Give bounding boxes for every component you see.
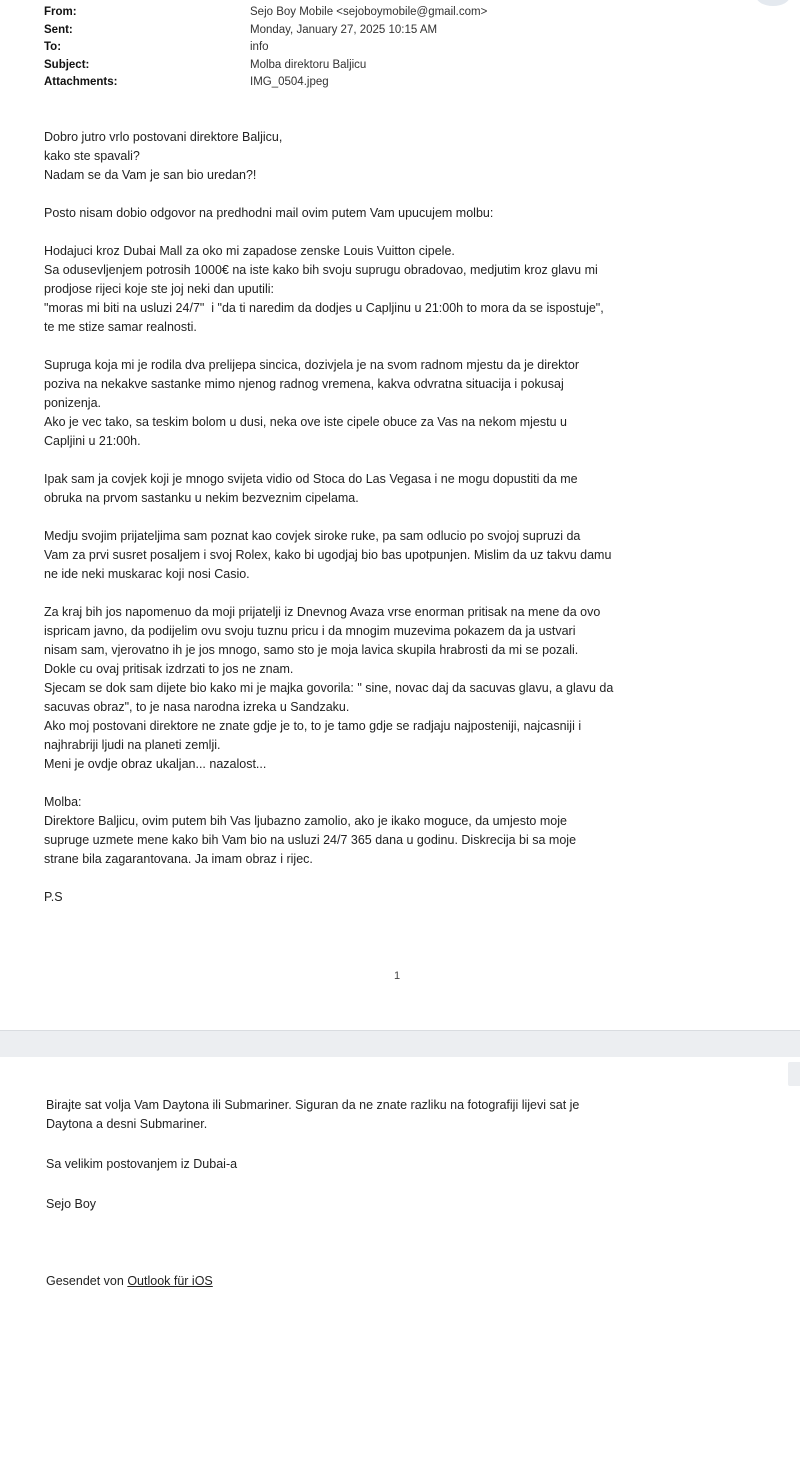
text-line: prodjose rijeci koje ste joj neki dan uputili:	[44, 282, 274, 296]
sent-value: Monday, January 27, 2025 10:15 AM	[250, 23, 438, 36]
paragraph-pressure	[44, 603, 734, 774]
to-value: info	[250, 41, 269, 53]
paragraph-request	[44, 793, 734, 869]
text-line: Ako moj postovani direktore ne znate gdje je to, to je tamo gdje se radjaju najposteniji, najcasniji i	[44, 719, 582, 733]
text-line: Ipak sam ja covjek koji je mnogo svijeta vidio od Stoca do Las Vegasa i ne mogu dopustiti da me	[44, 472, 578, 486]
email-body-page-1	[44, 128, 734, 926]
scroll-handle[interactable]	[788, 1062, 800, 1086]
header-subject-row	[44, 57, 744, 75]
text-line: Hodajuci kroz Dubai Mall za oko mi zapadose zenske Louis Vuitton cipele.	[44, 244, 455, 258]
from-value: Sejo Boy Mobile <sejoboymobile@gmail.com>	[250, 6, 488, 18]
text-line: Capljini u 21:00h.	[44, 434, 141, 448]
attachments-label: Attachments:	[44, 76, 118, 88]
text-line: Dokle cu ovaj pritisak izdrzati to jos ne znam.	[44, 662, 294, 676]
corner-decoration	[756, 0, 790, 6]
signature-name: Sejo Boy	[46, 1197, 97, 1211]
text-line: Supruga koja mi je rodila dva prelijepa sincica, dozivjela je na svom radnom mjestu da je direktor	[44, 358, 579, 372]
paragraph-regards: Sa velikim postovanjem iz Dubai-a	[46, 1157, 238, 1171]
text-line: Vam za prvi susret posaljem i svoj Rolex, kako bi ugodjaj bio bas upotpunjen. Mislim da uz takvu damu	[44, 548, 612, 562]
text-line: poziva na nekakve sastanke mimo njenog radnog vremena, kakva odvratna situacija i pokusaj	[44, 377, 564, 391]
text-line: Birajte sat volja Vam Daytona ili Submariner. Siguran da ne znate razliku na fotografiji lijevi sat je	[46, 1098, 580, 1112]
text-line: supruge uzmete mene kako bih Vam bio na usluzi 24/7 365 dana u godinu. Diskrecija bi sa moje	[44, 833, 577, 847]
paragraph-wife	[44, 356, 734, 451]
to-label: To:	[44, 41, 62, 53]
text-line: najhrabriji ljudi na planeti zemlji.	[44, 738, 221, 752]
header-from-row	[44, 4, 744, 22]
text-line: Za kraj bih jos napomenuo da moji prijatelji iz Dnevnog Avaza vrse enorman pritisak na mene da ovo	[44, 605, 601, 619]
text-line: ispricam javno, da podijelim ovu svoju tuznu pricu i da mnogim muzevima pokazem da ja ustvari	[44, 624, 576, 638]
subject-value: Molba direktoru Baljicu	[250, 58, 367, 71]
text-line: strane bila zagarantovana. Ja imam obraz i rijec.	[44, 852, 313, 866]
postscript-label: P.S	[44, 890, 63, 904]
page-divider	[0, 1030, 800, 1057]
from-label: From:	[44, 6, 77, 18]
paragraph-dubai-mall	[44, 242, 734, 337]
text-line: nisam sam, vjerovatno ih je jos mnogo, samo sto je moja lavica skupila hrabrosti da mi se pozali.	[44, 643, 579, 657]
text-line: sacuvas obraz", to je nasa narodna izreka u Sandzaku.	[44, 700, 350, 714]
text-line: Ako je vec tako, sa teskim bolom u dusi, neka ove iste cipele obuce za Vas na nekom mjestu u	[44, 415, 567, 429]
text-line: obruka na prvom sastanku u nekim bezveznim cipelama.	[44, 491, 359, 505]
text-line: Direktore Baljicu, ovim putem bih Vas ljubazno zamolio, ako je ikako moguce, da umjesto moje	[44, 814, 567, 828]
text-line: Nadam se da Vam je san bio uredan?!	[44, 168, 257, 182]
outlook-ios-link[interactable]: Outlook für iOS	[127, 1274, 213, 1288]
header-sent-row	[44, 22, 744, 40]
attachment-file[interactable]: IMG_0504.jpeg	[250, 76, 329, 88]
header-to-row	[44, 39, 744, 57]
email-body-page-2	[46, 1096, 736, 1312]
text-line: Molba:	[44, 795, 82, 809]
paragraph-rolex	[44, 527, 734, 584]
footer-prefix: Gesendet von	[46, 1274, 128, 1288]
text-line: Dobro jutro vrlo postovani direktore Baljicu,	[44, 130, 283, 144]
paragraph-greeting	[44, 128, 734, 185]
paragraph-world	[44, 470, 734, 508]
header-attachments-row	[44, 74, 744, 92]
sent-from-footer	[46, 1272, 736, 1291]
paragraph-watch-choice	[46, 1096, 736, 1134]
paragraph-intro	[44, 204, 734, 223]
text-line: ne ide neki muskarac koji nosi Casio.	[44, 567, 250, 581]
text-line: "moras mi biti na usluzi 24/7" i "da ti naredim da dodjes u Capljinu u 21:00h to mora da se ispostuje",	[44, 301, 604, 315]
sent-label: Sent:	[44, 23, 73, 36]
text-line: ponizenja.	[44, 396, 101, 410]
text-line: te me stize samar realnosti.	[44, 320, 197, 334]
text-line: Daytona a desni Submariner.	[46, 1117, 208, 1131]
text-line: Medju svojim prijateljima sam poznat kao covjek siroke ruke, pa sam odlucio po svojoj supruzi da	[44, 529, 581, 543]
text-line: Posto nisam dobio odgovor na predhodni mail ovim putem Vam upucujem molbu:	[44, 206, 494, 220]
page-number: 1	[394, 970, 401, 982]
email-headers	[44, 4, 744, 92]
subject-label: Subject:	[44, 58, 90, 71]
text-line: kako ste spavali?	[44, 149, 140, 163]
text-line: Sa odusevljenjem potrosih 1000€ na iste kako bih svoju suprugu obradovao, medjutim kroz glavu mi	[44, 263, 598, 277]
text-line: Meni je ovdje obraz ukaljan... nazalost...	[44, 757, 267, 771]
text-line: Sjecam se dok sam dijete bio kako mi je majka govorila: " sine, novac daj da sacuvas glavu, a glavu da	[44, 681, 614, 695]
